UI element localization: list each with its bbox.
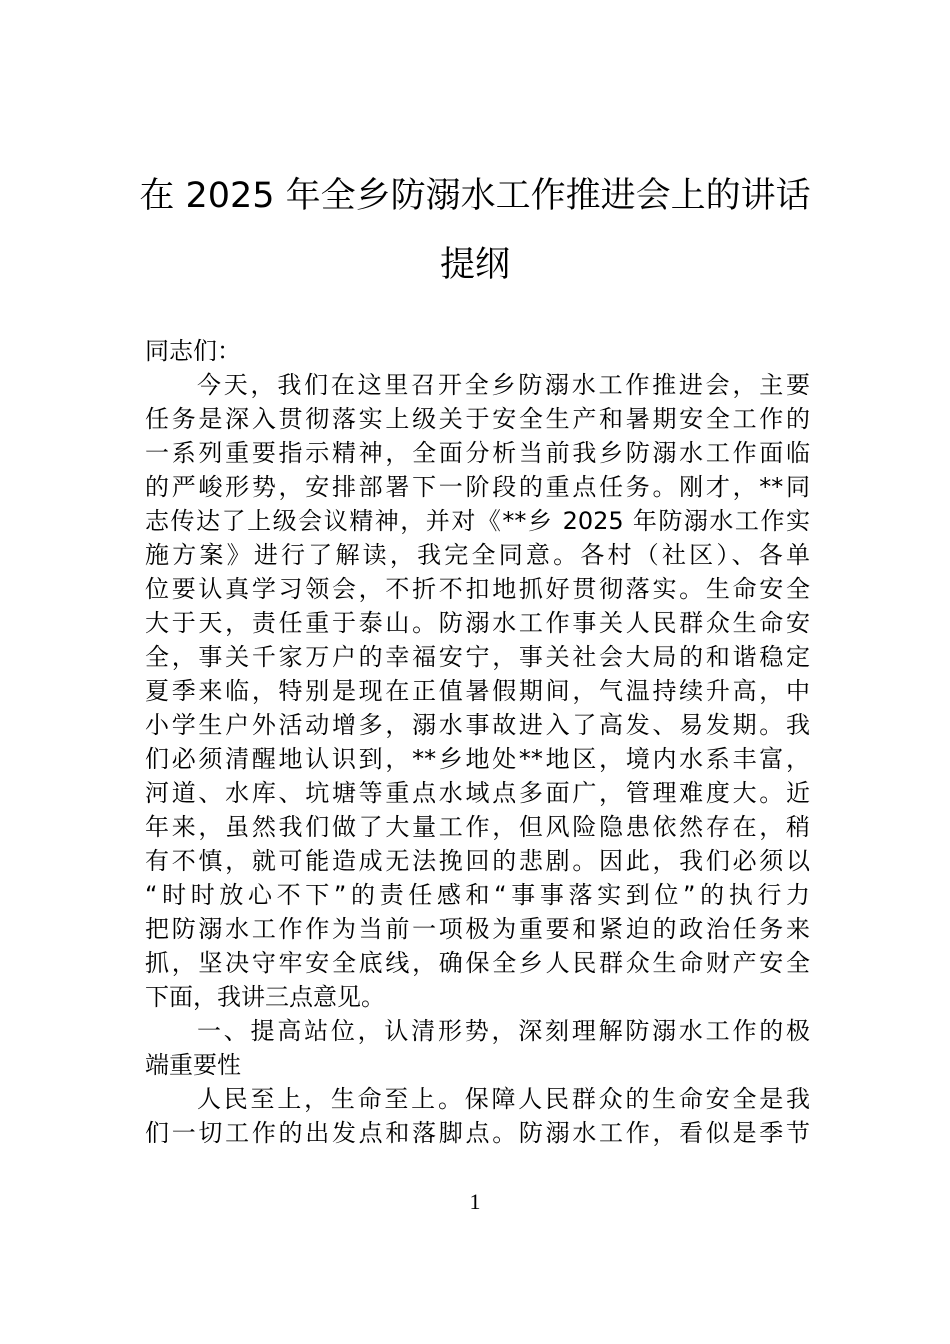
body-line: 夏季来临，特别是现在正值暑假期间，气温持续升高，中 [145,677,810,705]
body-line: 有不慎，就可能造成无法挽回的悲剧。因此，我们必须以 [145,847,810,875]
body-line: 小学生户外活动增多，溺水事故进入了高发、易发期。我 [145,711,810,739]
body-line: “时时放心不下”的责任感和“事事落实到位”的执行力 [145,881,810,909]
body-line: 抓，坚决守牢安全底线，确保全乡人民群众生命财产安全 [145,949,810,977]
document-title-line-1: 在 2025 年全乡防溺水工作推进会上的讲话 [139,176,811,216]
body-line: 们一切工作的出发点和落脚点。防溺水工作，看似是季节 [145,1119,810,1147]
body-line: 下面，我讲三点意见。 [145,983,385,1011]
document-title-line-2: 提纲 [439,245,510,285]
body-line: 任务是深入贯彻落实上级关于安全生产和暑期安全工作的 [145,405,810,433]
body-line: 位要认真学习领会，不折不扣地抓好贯彻落实。生命安全 [145,575,810,603]
body-line: 一系列重要指示精神，全面分析当前我乡防溺水工作面临 [145,439,810,467]
body-line: 们必须清醒地认识到，**乡地处**地区，境内水系丰富， [145,745,810,773]
body-line: 全，事关千家万户的幸福安宁，事关社会大局的和谐稳定 [145,643,810,671]
body-line: 人民至上，生命至上。保障人民群众的生命安全是我 [197,1085,810,1113]
document-body [145,334,810,1150]
salutation: 同志们： [145,337,241,365]
body-line: 河道、水库、坑塘等重点水域点多面广，管理难度大。近 [145,779,810,807]
body-line: 今天，我们在这里召开全乡防溺水工作推进会，主要 [197,371,810,399]
body-line: 把防溺水工作作为当前一项极为重要和紧迫的政治任务来 [145,915,810,943]
section-heading-line: 端重要性 [145,1051,241,1079]
page-number: 1 [469,1189,481,1214]
body-line: 大于天，责任重于泰山。防溺水工作事关人民群众生命安 [145,609,810,637]
body-line: 志传达了上级会议精神，并对《**乡 2025 年防溺水工作实 [145,507,810,535]
section-heading-line: 一、提高站位，认清形势，深刻理解防溺水工作的极 [197,1017,810,1045]
body-line: 年来，虽然我们做了大量工作，但风险隐患依然存在，稍 [145,813,810,841]
body-line: 施方案》进行了解读，我完全同意。各村（社区）、各单 [145,541,810,569]
body-line: 的严峻形势，安排部署下一阶段的重点任务。刚才，**同 [145,473,810,501]
